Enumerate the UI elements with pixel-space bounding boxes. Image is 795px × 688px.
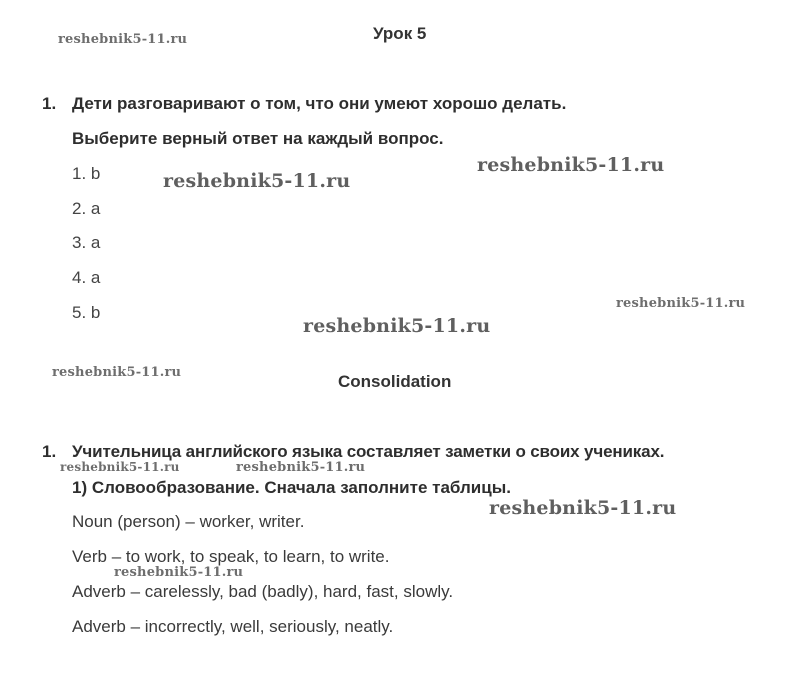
watermark: reshebnik5-11.ru — [114, 565, 244, 580]
word-formation-line: Verb – to work, to speak, to learn, to write. — [72, 547, 390, 566]
watermark: reshebnik5-11.ru — [52, 365, 182, 380]
answer-item: 1. b — [72, 164, 101, 183]
watermark: reshebnik5-11.ru — [303, 315, 491, 337]
watermark: reshebnik5-11.ru — [489, 497, 677, 519]
answer-item: 5. b — [72, 303, 101, 322]
watermark: reshebnik5-11.ru — [236, 460, 366, 475]
answer-item: 2. a — [72, 199, 101, 218]
word-formation-line: Adverb – incorrectly, well, seriously, neatly. — [72, 617, 394, 636]
answer-item: 3. a — [72, 233, 101, 252]
watermark: reshebnik5-11.ru — [477, 154, 665, 176]
word-formation-line: Adverb – carelessly, bad (badly), hard, fast, slowly. — [72, 582, 454, 601]
consolidation-task: 1) Словообразование. Сначала заполните таблицы. — [72, 478, 511, 497]
watermark: reshebnik5-11.ru — [163, 170, 351, 192]
section1-subinstruction: Выберите верный ответ на каждый вопрос. — [72, 129, 444, 148]
watermark: reshebnik5-11.ru — [60, 460, 180, 474]
word-formation-line: Noun (person) – worker, writer. — [72, 512, 305, 531]
section1-instruction: Дети разговаривают о том, что они умеют хорошо делать. — [72, 94, 567, 113]
consolidation-instruction: Учительница английского языка составляет заметки о своих учениках. — [72, 442, 665, 461]
watermark: reshebnik5-11.ru — [58, 32, 188, 47]
watermark: reshebnik5-11.ru — [616, 296, 746, 311]
consolidation-heading: Consolidation — [338, 372, 452, 391]
answer-item: 4. a — [72, 268, 101, 287]
section1-number: 1. — [42, 94, 57, 113]
consolidation-number: 1. — [42, 442, 57, 461]
lesson-title: Урок 5 — [373, 24, 427, 43]
